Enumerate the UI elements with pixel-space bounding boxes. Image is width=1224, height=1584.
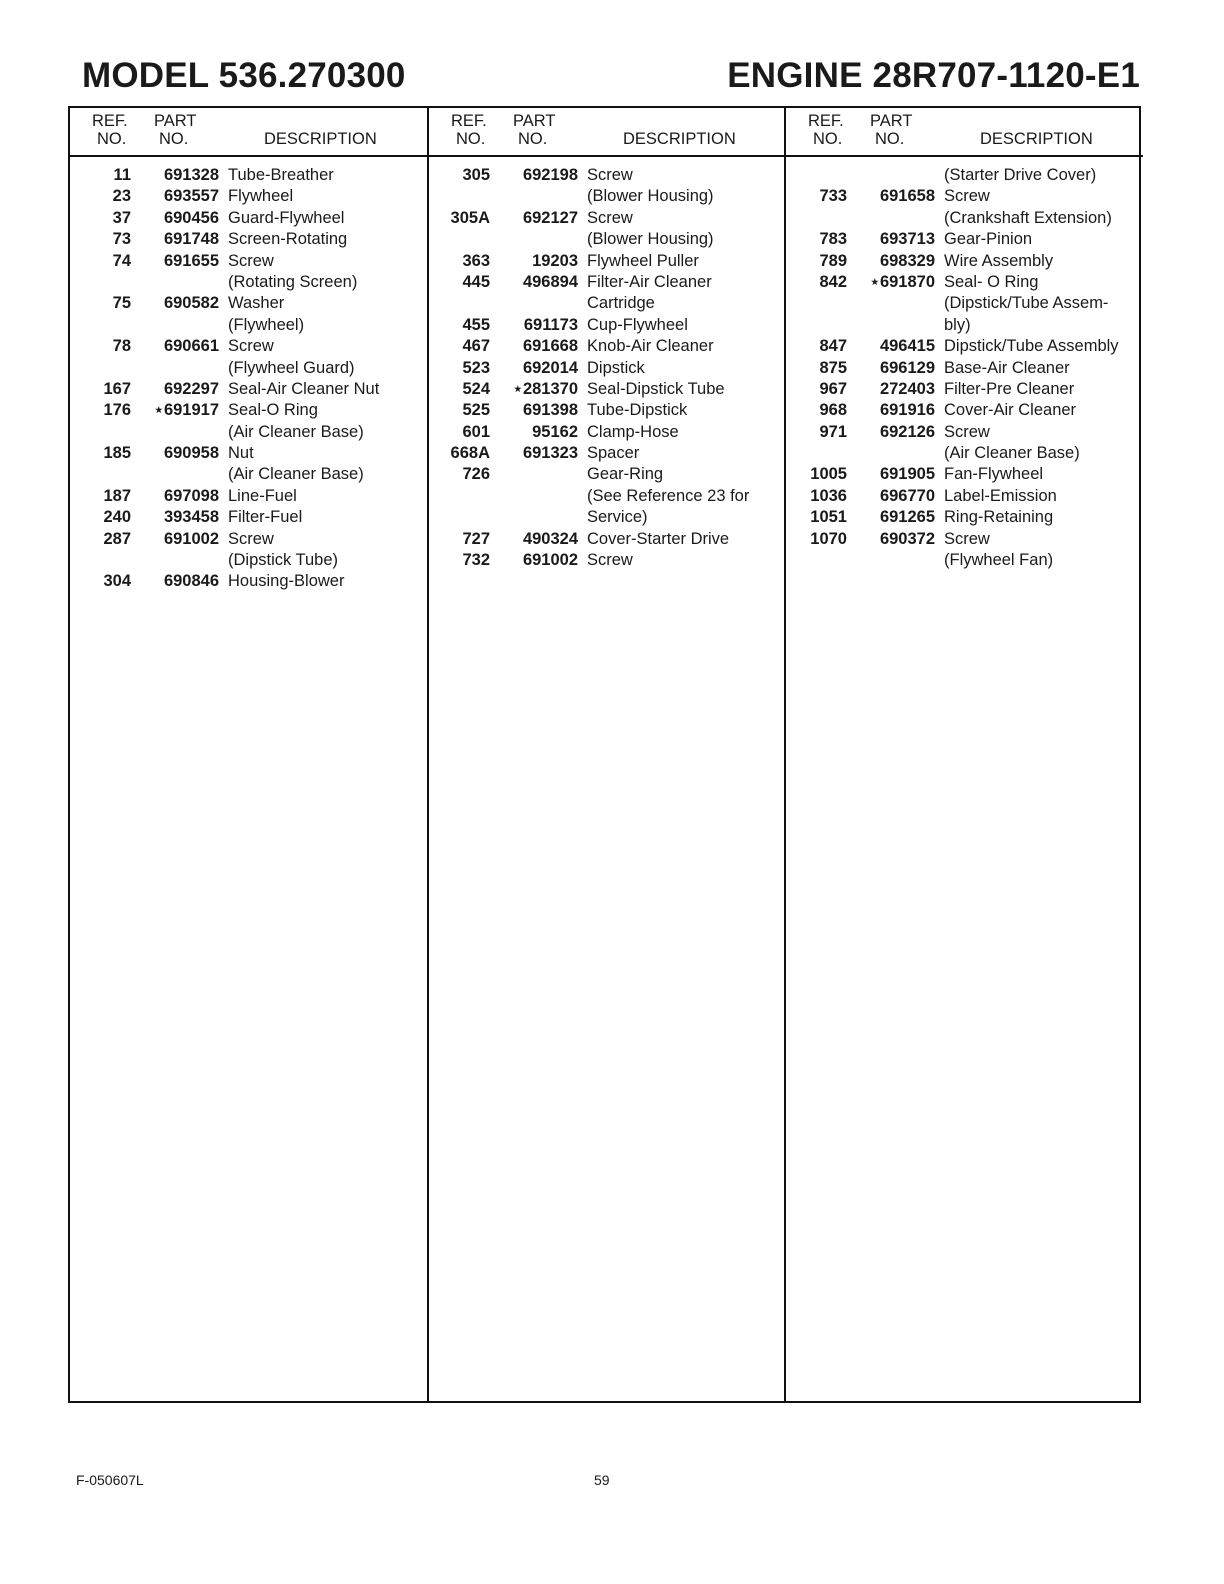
- part-number: 690582: [163, 294, 219, 313]
- table-row: [429, 443, 786, 464]
- ref-number: 287: [103, 529, 131, 548]
- part-number: 691173: [523, 315, 578, 334]
- table-row: [429, 315, 786, 336]
- ref-number: 78: [112, 337, 131, 356]
- part-description: Washer: [228, 294, 285, 313]
- column-header: [786, 108, 1143, 157]
- table-row: [786, 443, 1143, 464]
- table-row: [786, 293, 1143, 314]
- part-description: (Flywheel): [228, 315, 305, 334]
- part-description: bly): [944, 315, 971, 334]
- part-number: 691668: [522, 337, 578, 356]
- ref-number: 842: [819, 272, 847, 291]
- part-number: 691265: [879, 508, 935, 527]
- ref-number: 455: [462, 315, 490, 334]
- ref-number: 363: [462, 251, 490, 270]
- part-number: 698329: [879, 251, 935, 270]
- ref-number: 75: [112, 294, 131, 313]
- table-row: [786, 464, 1143, 485]
- table-row: [429, 336, 786, 357]
- part-description: (Flywheel Guard): [228, 358, 355, 377]
- ref-number: 187: [103, 486, 131, 505]
- part-number: ⋆281370: [512, 379, 578, 398]
- ref-number: 732: [462, 551, 490, 570]
- part-number: 696770: [879, 486, 935, 505]
- part-description: (Blower Housing): [587, 187, 714, 206]
- ref-number: 240: [103, 508, 131, 527]
- table-row: [70, 165, 427, 186]
- part-description: Screen-Rotating: [228, 230, 348, 249]
- description-header: DESCRIPTION: [264, 130, 377, 148]
- table-row: [70, 208, 427, 229]
- part-header: PART: [513, 112, 556, 130]
- ref-number: 847: [819, 337, 847, 356]
- part-description: Screw: [944, 422, 990, 441]
- ref-number: 305: [462, 166, 490, 184]
- ref-number: 23: [112, 187, 131, 206]
- part-description: Filter-Pre Cleaner: [944, 379, 1075, 398]
- table-row: [786, 358, 1143, 379]
- part-description: Dipstick: [587, 358, 645, 377]
- ref-number: 167: [103, 379, 131, 398]
- table-row: [786, 550, 1143, 571]
- part-description: Screw: [944, 187, 990, 206]
- ref-header-no: NO.: [456, 130, 486, 148]
- parts-column-2: [427, 108, 786, 1401]
- part-description: Cartridge: [587, 294, 655, 313]
- part-description: Flywheel: [228, 187, 294, 206]
- table-row: [429, 379, 786, 400]
- part-description: (Crankshaft Extension): [944, 208, 1112, 227]
- ref-number: 445: [462, 272, 490, 291]
- part-number: 690372: [879, 529, 935, 548]
- ref-number: 11: [113, 166, 131, 184]
- part-description: (Air Cleaner Base): [228, 465, 364, 484]
- table-row: [786, 272, 1143, 293]
- part-description: Seal-O Ring: [228, 401, 318, 420]
- part-description: Service): [587, 508, 648, 527]
- part-description: Wire Assembly: [944, 251, 1054, 270]
- part-number: 691916: [879, 401, 935, 420]
- part-description: Cover-Air Cleaner: [944, 401, 1077, 420]
- ref-number: 467: [462, 337, 490, 356]
- part-header: PART: [154, 112, 197, 130]
- description-header: DESCRIPTION: [623, 130, 736, 148]
- table-row: [70, 507, 427, 528]
- table-row: [70, 358, 427, 379]
- part-description: Screw: [944, 529, 990, 548]
- parts-rows: [429, 165, 786, 571]
- part-number: 693557: [163, 187, 219, 206]
- part-number: 691398: [522, 401, 578, 420]
- table-row: [429, 229, 786, 250]
- ref-number: 523: [462, 358, 490, 377]
- part-description: Screw: [228, 529, 274, 548]
- part-description: Screw: [587, 551, 633, 570]
- part-description: Seal-Air Cleaner Nut: [228, 379, 380, 398]
- table-row: [786, 315, 1143, 336]
- table-row: [70, 272, 427, 293]
- table-row: [429, 486, 786, 507]
- table-row: [70, 400, 427, 421]
- parts-rows: [786, 165, 1143, 571]
- table-row: [429, 422, 786, 443]
- table-row: [70, 464, 427, 485]
- description-header: DESCRIPTION: [980, 130, 1093, 148]
- table-row: [786, 208, 1143, 229]
- part-description: Knob-Air Cleaner: [587, 337, 714, 356]
- part-number: 496894: [522, 272, 578, 291]
- table-row: [70, 186, 427, 207]
- ref-number: 783: [819, 230, 847, 249]
- part-description: Cover-Starter Drive: [587, 529, 730, 548]
- part-description: (Air Cleaner Base): [944, 444, 1080, 463]
- part-number: ⋆691917: [153, 401, 219, 420]
- part-number: 690661: [163, 337, 219, 356]
- ref-number: 73: [112, 230, 131, 249]
- ref-header: REF.: [808, 112, 844, 130]
- part-description: Guard-Flywheel: [228, 208, 345, 227]
- table-row: [429, 358, 786, 379]
- part-description: Spacer: [587, 444, 640, 463]
- table-row: [786, 379, 1143, 400]
- table-row: [70, 486, 427, 507]
- part-number: 692127: [522, 208, 578, 227]
- column-header: [70, 108, 427, 157]
- parts-column-1: [70, 108, 427, 1401]
- ref-number: 733: [819, 187, 847, 206]
- part-number: 690456: [163, 208, 219, 227]
- part-header-no: NO.: [159, 130, 189, 148]
- part-header-no: NO.: [518, 130, 548, 148]
- ref-number: 305A: [450, 208, 490, 227]
- part-description: (Blower Housing): [587, 230, 714, 249]
- table-row: [429, 400, 786, 421]
- table-row: [70, 229, 427, 250]
- ref-number: 304: [103, 572, 131, 591]
- part-number: 496415: [879, 337, 935, 356]
- part-description: Filter-Fuel: [228, 508, 303, 527]
- table-row: [70, 379, 427, 400]
- part-number: 272403: [879, 379, 935, 398]
- table-row: [786, 165, 1143, 186]
- ref-number: 1070: [810, 529, 847, 548]
- part-description: (See Reference 23 for: [587, 486, 750, 505]
- ref-number: 1036: [810, 486, 847, 505]
- part-description: Tube-Breather: [228, 166, 334, 184]
- table-row: [70, 293, 427, 314]
- part-description: Base-Air Cleaner: [944, 358, 1070, 377]
- part-number: 692297: [163, 379, 219, 398]
- part-description: Gear-Pinion: [944, 230, 1033, 249]
- part-number: 691905: [879, 465, 935, 484]
- ref-header: REF.: [92, 112, 128, 130]
- table-row: [786, 422, 1143, 443]
- table-row: [70, 550, 427, 571]
- part-description: Flywheel Puller: [587, 251, 699, 270]
- table-row: [70, 529, 427, 550]
- part-number: 95162: [532, 422, 578, 441]
- part-number: 691655: [163, 251, 219, 270]
- parts-column-3: [784, 108, 1143, 1401]
- parts-table: [68, 106, 1141, 1403]
- part-number: 697098: [163, 486, 219, 505]
- part-number: 691658: [879, 187, 935, 206]
- part-description: Screw: [228, 251, 274, 270]
- table-row: [429, 464, 786, 485]
- part-description: Gear-Ring: [587, 465, 664, 484]
- table-row: [70, 336, 427, 357]
- ref-number: 875: [819, 358, 847, 377]
- part-number: 692014: [522, 358, 578, 377]
- part-description: Label-Emission: [944, 486, 1057, 505]
- page-number: 59: [594, 1472, 610, 1488]
- table-row: [429, 186, 786, 207]
- part-number: 490324: [522, 529, 578, 548]
- table-row: [70, 571, 427, 592]
- column-header: [429, 108, 786, 157]
- part-description: Screw: [587, 208, 633, 227]
- table-row: [70, 315, 427, 336]
- part-header: PART: [870, 112, 913, 130]
- ref-number: 1051: [810, 508, 847, 527]
- table-row: [786, 229, 1143, 250]
- part-description: Filter-Air Cleaner: [587, 272, 712, 291]
- ref-header: REF.: [451, 112, 487, 130]
- ref-number: 726: [462, 465, 490, 484]
- ref-number: 727: [462, 529, 490, 548]
- table-row: [429, 550, 786, 571]
- table-row: [429, 507, 786, 528]
- part-description: Screw: [228, 337, 274, 356]
- table-row: [429, 272, 786, 293]
- part-description: Nut: [228, 444, 254, 463]
- part-number: 692126: [879, 422, 935, 441]
- part-number: 691002: [522, 551, 578, 570]
- part-description: Cup-Flywheel: [587, 315, 688, 334]
- part-description: Seal- O Ring: [944, 272, 1039, 291]
- ref-number: 1005: [810, 465, 847, 484]
- part-number: 691748: [163, 230, 219, 249]
- table-row: [70, 422, 427, 443]
- table-row: [786, 486, 1143, 507]
- ref-number: 524: [462, 379, 490, 398]
- parts-rows: [70, 165, 427, 593]
- part-number: 690958: [163, 444, 219, 463]
- ref-number: 668A: [450, 444, 490, 463]
- part-header-no: NO.: [875, 130, 905, 148]
- table-row: [786, 336, 1143, 357]
- part-description: Ring-Retaining: [944, 508, 1054, 527]
- table-row: [786, 507, 1143, 528]
- part-description: Clamp-Hose: [587, 422, 679, 441]
- model-title: MODEL 536.270300: [82, 56, 406, 95]
- part-description: (Dipstick Tube): [228, 551, 339, 570]
- part-number: 691328: [163, 166, 219, 184]
- part-number: ⋆691870: [869, 272, 935, 291]
- part-description: (Rotating Screen): [228, 272, 358, 291]
- part-description: Tube-Dipstick: [587, 401, 688, 420]
- part-number: 693713: [879, 230, 935, 249]
- part-description: (Air Cleaner Base): [228, 422, 364, 441]
- part-description: (Flywheel Fan): [944, 551, 1054, 570]
- ref-number: 789: [819, 251, 847, 270]
- part-description: Line-Fuel: [228, 486, 297, 505]
- part-description: (Starter Drive Cover): [944, 166, 1097, 184]
- table-row: [429, 165, 786, 186]
- part-description: Seal-Dipstick Tube: [587, 379, 725, 398]
- table-row: [786, 400, 1143, 421]
- part-number: 692198: [522, 166, 578, 184]
- table-row: [429, 529, 786, 550]
- part-number: 691323: [522, 444, 578, 463]
- table-row: [786, 529, 1143, 550]
- part-number: 696129: [879, 358, 935, 377]
- part-description: (Dipstick/Tube Assem-: [944, 294, 1109, 313]
- ref-number: 37: [112, 208, 131, 227]
- engine-title: ENGINE 28R707-1120-E1: [727, 56, 1140, 95]
- ref-number: 176: [103, 401, 131, 420]
- table-row: [429, 293, 786, 314]
- part-number: 691002: [163, 529, 219, 548]
- table-row: [70, 251, 427, 272]
- ref-number: 525: [462, 401, 490, 420]
- part-number: 19203: [532, 251, 578, 270]
- part-description: Screw: [587, 166, 633, 184]
- table-row: [70, 443, 427, 464]
- ref-header-no: NO.: [97, 130, 127, 148]
- part-description: Fan-Flywheel: [944, 465, 1044, 484]
- table-row: [786, 186, 1143, 207]
- form-code: F-050607L: [76, 1472, 144, 1488]
- part-description: Housing-Blower: [228, 572, 345, 591]
- table-row: [429, 208, 786, 229]
- part-description: Dipstick/Tube Assembly: [944, 337, 1119, 356]
- ref-header-no: NO.: [813, 130, 843, 148]
- part-number: 393458: [163, 508, 219, 527]
- ref-number: 968: [819, 401, 847, 420]
- ref-number: 971: [819, 422, 847, 441]
- ref-number: 967: [819, 379, 847, 398]
- table-row: [429, 251, 786, 272]
- ref-number: 74: [112, 251, 131, 270]
- table-row: [786, 251, 1143, 272]
- ref-number: 185: [103, 444, 131, 463]
- ref-number: 601: [462, 422, 490, 441]
- part-number: 690846: [163, 572, 219, 591]
